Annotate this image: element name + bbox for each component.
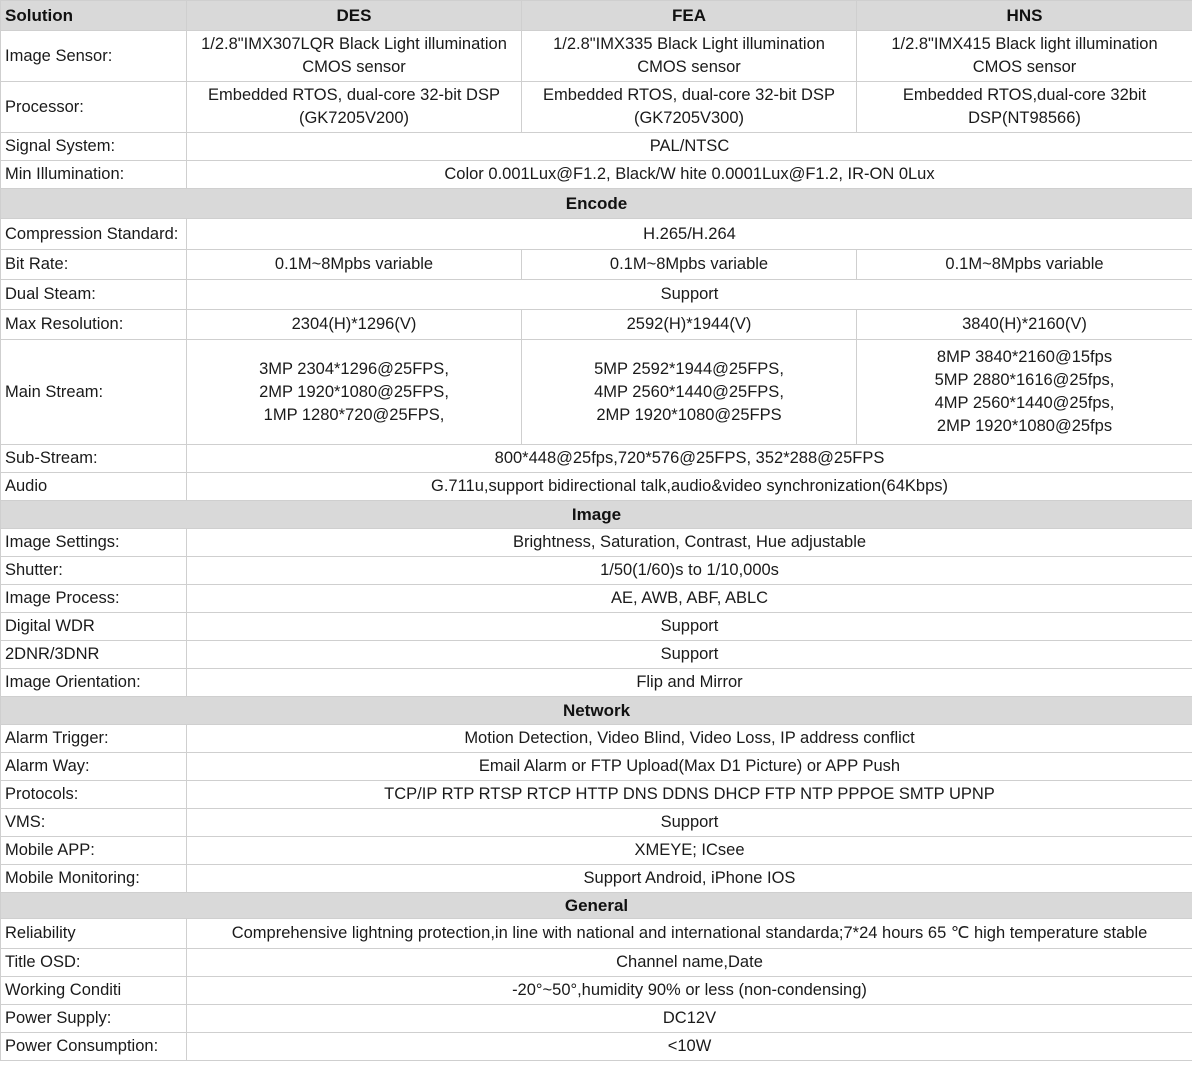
label-protocols: Protocols: <box>1 781 187 809</box>
section-encode-title: Encode <box>1 189 1192 219</box>
label-image-settings: Image Settings: <box>1 529 187 557</box>
label-signal-system: Signal System: <box>1 133 187 161</box>
row-image-sensor <box>1 31 1192 82</box>
main-stream-fea: 5MP 2592*1944@25FPS, 4MP 2560*1440@25FPS, 2MP 1920*1080@25FPS <box>522 340 857 445</box>
max-resolution-fea: 2592(H)*1944(V) <box>522 310 857 340</box>
header-fea: FEA <box>522 1 857 31</box>
label-bit-rate: Bit Rate: <box>1 250 187 280</box>
label-reliability: Reliability <box>1 919 187 949</box>
row-power-supply <box>1 1005 1192 1033</box>
label-power-supply: Power Supply: <box>1 1005 187 1033</box>
label-digital-wdr: Digital WDR <box>1 613 187 641</box>
row-dnr <box>1 641 1192 669</box>
label-sub-stream: Sub-Stream: <box>1 445 187 473</box>
row-alarm-trigger <box>1 725 1192 753</box>
row-vms <box>1 809 1192 837</box>
image-orientation-value: Flip and Mirror <box>187 669 1192 697</box>
row-compression <box>1 219 1192 250</box>
row-bit-rate <box>1 250 1192 280</box>
label-power-consumption: Power Consumption: <box>1 1033 187 1061</box>
label-mobile-app: Mobile APP: <box>1 837 187 865</box>
shutter-value: 1/50(1/60)s to 1/10,000s <box>187 557 1192 585</box>
row-shutter <box>1 557 1192 585</box>
section-encode <box>1 189 1192 219</box>
reliability-value: Comprehensive lightning protection,in line with national and international standarda;7*24 hours 65 ℃ high temperature stable <box>187 919 1192 949</box>
protocols-value: TCP/IP RTP RTSP RTCP HTTP DNS DDNS DHCP FTP NTP PPPOE SMTP UPNP <box>187 781 1192 809</box>
label-mobile-monitoring: Mobile Monitoring: <box>1 865 187 893</box>
main-stream-hns: 8MP 3840*2160@15fps 5MP 2880*1616@25fps, 4MP 2560*1440@25fps, 2MP 1920*1080@25fps <box>857 340 1192 445</box>
image-sensor-fea: 1/2.8"IMX335 Black Light illumination CMOS sensor <box>522 31 857 82</box>
row-max-resolution <box>1 310 1192 340</box>
row-signal-system <box>1 133 1192 161</box>
processor-hns: Embedded RTOS,dual-core 32bit DSP(NT98566) <box>857 82 1192 133</box>
row-image-process <box>1 585 1192 613</box>
bit-rate-fea: 0.1M~8Mpbs variable <box>522 250 857 280</box>
compression-value: H.265/H.264 <box>187 219 1192 250</box>
working-conditions-value: -20°~50°,humidity 90% or less (non-condensing) <box>187 977 1192 1005</box>
min-illumination-value: Color 0.001Lux@F1.2, Black/W hite 0.0001Lux@F1.2, IR-ON 0Lux <box>187 161 1192 189</box>
alarm-trigger-value: Motion Detection, Video Blind, Video Loss, IP address conflict <box>187 725 1192 753</box>
section-network-title: Network <box>1 697 1192 725</box>
label-alarm-trigger: Alarm Trigger: <box>1 725 187 753</box>
row-protocols <box>1 781 1192 809</box>
label-alarm-way: Alarm Way: <box>1 753 187 781</box>
row-power-consumption <box>1 1033 1192 1061</box>
label-compression: Compression Standard: <box>1 219 187 250</box>
label-shutter: Shutter: <box>1 557 187 585</box>
row-dual-stream <box>1 280 1192 310</box>
mobile-monitoring-value: Support Android, iPhone IOS <box>187 865 1192 893</box>
label-dual-stream: Dual Steam: <box>1 280 187 310</box>
vms-value: Support <box>187 809 1192 837</box>
label-dnr: 2DNR/3DNR <box>1 641 187 669</box>
label-audio: Audio <box>1 473 187 501</box>
dnr-value: Support <box>187 641 1192 669</box>
alarm-way-value: Email Alarm or FTP Upload(Max D1 Picture) or APP Push <box>187 753 1192 781</box>
digital-wdr-value: Support <box>187 613 1192 641</box>
bit-rate-hns: 0.1M~8Mpbs variable <box>857 250 1192 280</box>
bit-rate-des: 0.1M~8Mpbs variable <box>187 250 522 280</box>
section-image-title: Image <box>1 501 1192 529</box>
dual-stream-value: Support <box>187 280 1192 310</box>
power-supply-value: DC12V <box>187 1005 1192 1033</box>
header-row <box>1 1 1192 31</box>
section-general <box>1 893 1192 919</box>
section-network <box>1 697 1192 725</box>
header-des: DES <box>187 1 522 31</box>
image-sensor-des: 1/2.8"IMX307LQR Black Light illumination CMOS sensor <box>187 31 522 82</box>
row-image-settings <box>1 529 1192 557</box>
max-resolution-des: 2304(H)*1296(V) <box>187 310 522 340</box>
row-image-orientation <box>1 669 1192 697</box>
main-stream-des: 3MP 2304*1296@25FPS, 2MP 1920*1080@25FPS, 1MP 1280*720@25FPS, <box>187 340 522 445</box>
image-process-value: AE, AWB, ABF, ABLC <box>187 585 1192 613</box>
image-settings-value: Brightness, Saturation, Contrast, Hue adjustable <box>187 529 1192 557</box>
label-image-sensor: Image Sensor: <box>1 31 187 82</box>
signal-system-value: PAL/NTSC <box>187 133 1192 161</box>
label-title-osd: Title OSD: <box>1 949 187 977</box>
audio-value: G.711u,support bidirectional talk,audio&video synchronization(64Kbps) <box>187 473 1192 501</box>
processor-des: Embedded RTOS, dual-core 32-bit DSP (GK7205V200) <box>187 82 522 133</box>
row-sub-stream <box>1 445 1192 473</box>
row-min-illumination <box>1 161 1192 189</box>
header-solution: Solution <box>1 1 187 31</box>
row-audio <box>1 473 1192 501</box>
section-image <box>1 501 1192 529</box>
row-processor <box>1 82 1192 133</box>
row-working-conditions <box>1 977 1192 1005</box>
section-general-title: General <box>1 893 1192 919</box>
label-working-conditions: Working Conditi <box>1 977 187 1005</box>
max-resolution-hns: 3840(H)*2160(V) <box>857 310 1192 340</box>
label-vms: VMS: <box>1 809 187 837</box>
label-min-illumination: Min Illumination: <box>1 161 187 189</box>
label-image-process: Image Process: <box>1 585 187 613</box>
row-digital-wdr <box>1 613 1192 641</box>
label-main-stream: Main Stream: <box>1 340 187 445</box>
title-osd-value: Channel name,Date <box>187 949 1192 977</box>
sub-stream-value: 800*448@25fps,720*576@25FPS, 352*288@25FPS <box>187 445 1192 473</box>
row-main-stream <box>1 340 1192 445</box>
label-max-resolution: Max Resolution: <box>1 310 187 340</box>
label-image-orientation: Image Orientation: <box>1 669 187 697</box>
label-processor: Processor: <box>1 82 187 133</box>
row-mobile-monitoring <box>1 865 1192 893</box>
row-title-osd <box>1 949 1192 977</box>
mobile-app-value: XMEYE; ICsee <box>187 837 1192 865</box>
row-mobile-app <box>1 837 1192 865</box>
processor-fea: Embedded RTOS, dual-core 32-bit DSP (GK7205V300) <box>522 82 857 133</box>
row-reliability <box>1 919 1192 949</box>
row-alarm-way <box>1 753 1192 781</box>
header-hns: HNS <box>857 1 1192 31</box>
power-consumption-value: <10W <box>187 1033 1192 1061</box>
image-sensor-hns: 1/2.8"IMX415 Black light illumination CMOS sensor <box>857 31 1192 82</box>
